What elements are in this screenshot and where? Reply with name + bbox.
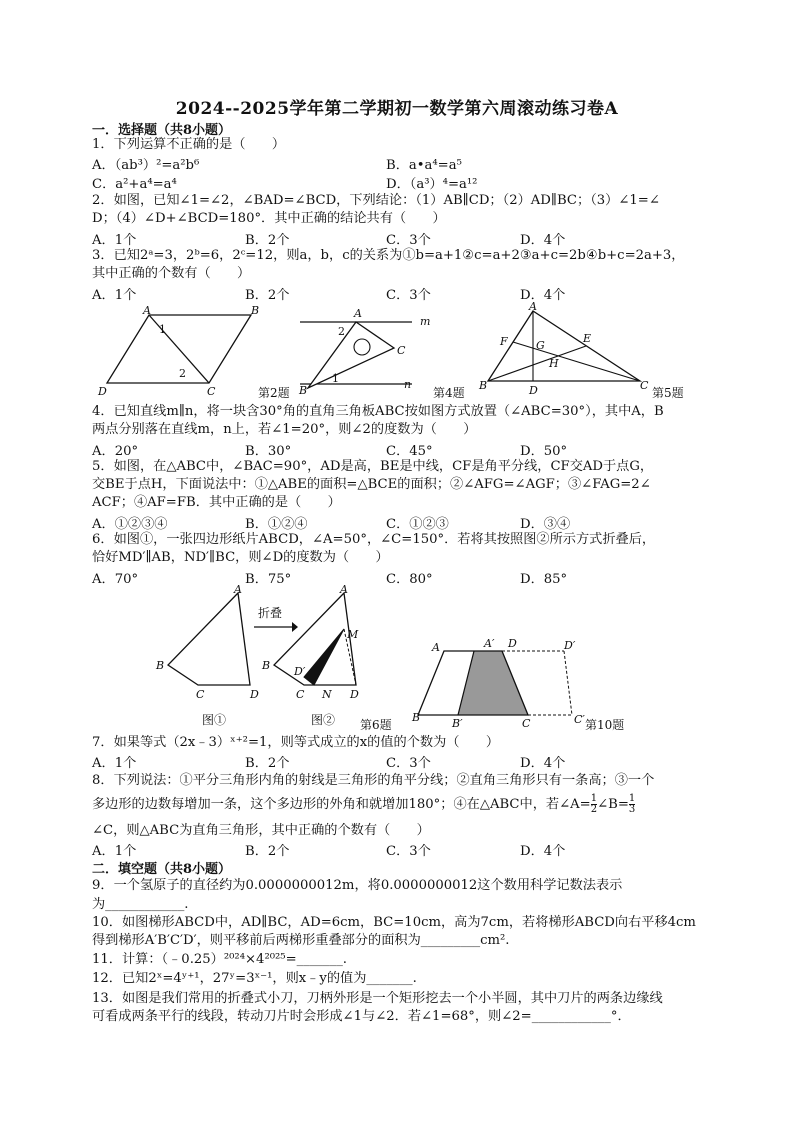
q2-option-a: A．1个 xyxy=(92,233,137,248)
frac-num: 1 xyxy=(590,793,598,804)
label-H: H xyxy=(549,357,559,370)
label-B: B xyxy=(299,384,308,397)
fraction-one-third xyxy=(629,794,635,815)
label-A: A xyxy=(529,300,537,313)
q4-option-a: A．20° xyxy=(92,444,139,459)
label-B: B xyxy=(412,711,421,724)
caption-figure-1: 图① xyxy=(202,713,227,727)
caption-q5: 第5题 xyxy=(652,386,684,400)
figure-q6-quadrilateral xyxy=(150,585,260,700)
question-13-line2: 可看成两条平行的线段，转动刀片时会形成∠1与∠2．若∠1=68°，则∠2=____________°． xyxy=(92,1009,631,1024)
label-B-prime: B′ xyxy=(452,717,463,730)
question-8-line3: ∠C，则△ABC为直角三角形，其中正确的个数有（ ） xyxy=(92,823,430,838)
label-A: A xyxy=(234,583,242,596)
q8-option-b: B．2个 xyxy=(245,844,290,859)
label-D: D xyxy=(250,688,259,701)
q2-option-c: C．3个 xyxy=(386,233,431,248)
label-B: B xyxy=(156,659,165,672)
q2-option-b: B．2个 xyxy=(245,233,290,248)
question-5-line3: ACF；④AF=FB．其中正确的是（ ） xyxy=(92,495,341,510)
question-5-line2: 交BE于点H，下面说法中：①△ABE的面积=△BCE的面积；②∠AFG=∠AGF；③∠FAG=2∠ xyxy=(92,477,651,492)
caption-figure-2: 图② xyxy=(311,713,336,727)
question-10-line1: 10．如图梯形ABCD中，AD∥BC，AD=6cm，BC=10cm，高为7cm，若将梯形ABCD向右平移4cm xyxy=(92,915,696,930)
label-A-prime: A′ xyxy=(484,637,495,650)
q4-option-c: C．45° xyxy=(386,444,433,459)
label-G: G xyxy=(536,339,545,352)
label-A: A xyxy=(354,307,362,320)
caption-q10: 第10题 xyxy=(585,718,625,732)
question-2-line1: 2．如图，已知∠1=∠2，∠BAD=∠BCD，下列结论：（1）AB∥CD；（2）AD∥BC；（3）∠1=∠ xyxy=(92,193,660,208)
label-n: n xyxy=(404,378,412,391)
label-D-prime: D′ xyxy=(294,665,306,678)
q8-option-d: D．4个 xyxy=(520,844,566,859)
caption-q6: 第6题 xyxy=(360,718,392,732)
q6-option-a: A．70° xyxy=(92,572,139,587)
label-C: C xyxy=(522,717,531,730)
section-heading-fill: 二．填空题（共8小题） xyxy=(92,862,232,877)
label-B: B xyxy=(251,304,260,317)
label-C: C xyxy=(296,688,305,701)
question-6-line2: 恰好MD′∥AB，ND′∥BC，则∠D的度数为（ ） xyxy=(92,550,389,565)
frac-num: 1 xyxy=(628,793,636,804)
q6-option-b: B．75° xyxy=(245,572,292,587)
q7-option-b: B．2个 xyxy=(245,756,290,771)
question-8-line1: 8．下列说法：①平分三角形内角的射线是三角形的角平分线；②直角三角形只有一条高；③一个 xyxy=(92,773,655,788)
label-A: A xyxy=(340,583,348,596)
question-10-line2: 得到梯形A′B′C′D′，则平移前后两梯形重叠部分的面积为_________cm². xyxy=(92,933,510,948)
q8-line2-mid: ∠B= xyxy=(597,797,629,812)
label-D: D xyxy=(508,637,517,650)
label-D: D xyxy=(350,688,359,701)
q5-option-d: D．③④ xyxy=(520,517,571,532)
page-title: 2024--2025学年第二学期初一数学第六周滚动练习卷A xyxy=(175,99,619,119)
q8-option-a: A．1个 xyxy=(92,844,137,859)
label-C: C xyxy=(397,344,406,357)
q1-option-b: B．a•a⁴=a⁵ xyxy=(386,158,462,173)
figure-q2-parallelogram xyxy=(95,305,265,400)
frac-den: 2 xyxy=(590,804,598,815)
label-m: m xyxy=(420,315,431,328)
question-3-line2: 其中正确的个数有（ ） xyxy=(92,266,251,281)
label-C: C xyxy=(207,385,216,398)
label-D-prime: D′ xyxy=(564,639,576,652)
label-B: B xyxy=(479,379,488,392)
frac-den: 3 xyxy=(628,804,636,815)
label-A: A xyxy=(432,641,440,654)
question-9-line2: 为____________. xyxy=(92,897,189,912)
q8-line2-text: 多边形的边数每增加一条，这个多边形的外角和就增加180°；④在△ABC中，若∠A= xyxy=(92,797,591,812)
q7-option-d: D．4个 xyxy=(520,756,566,771)
q1-option-c: C．a²+a⁴=a⁴ xyxy=(92,177,177,192)
q5-option-c: C．①②③ xyxy=(386,517,449,532)
q5-option-a: A．①②③④ xyxy=(92,517,168,532)
question-13-line1: 13．如图是我们常用的折叠式小刀，刀柄外形是一个矩形挖去一个小半圆，其中刀片的两条边缘线 xyxy=(92,991,663,1006)
q6-option-c: C．80° xyxy=(386,572,433,587)
label-C: C xyxy=(196,688,205,701)
q6-option-d: D．85° xyxy=(520,572,568,587)
fold-label: 折叠 xyxy=(258,606,283,620)
question-12: 12．已知2ˣ=4ʸ⁺¹，27ʸ=3ˣ⁻¹，则x﹣y的值为_______. xyxy=(92,971,417,986)
question-11: 11．计算：（﹣0.25）²⁰²⁴×4²⁰²⁵=_______. xyxy=(92,952,347,967)
q1-option-d: D．（a³）⁴=a¹² xyxy=(386,177,478,192)
question-8-line2 xyxy=(92,794,704,815)
label-C-prime: C′ xyxy=(574,713,585,726)
section-heading-choice: 一．选择题（共8小题） xyxy=(92,123,232,138)
q3-option-a: A．1个 xyxy=(92,288,137,303)
question-2-line2: D；（4）∠D+∠BCD=180°．其中正确的结论共有（ ） xyxy=(92,211,446,226)
q3-option-b: B．2个 xyxy=(245,288,290,303)
label-M: M xyxy=(347,628,359,641)
q2-option-d: D．4个 xyxy=(520,233,566,248)
question-1-stem: 1．下列运算不正确的是（ ） xyxy=(92,137,286,152)
q5-option-b: B．①②④ xyxy=(245,517,308,532)
label-F: F xyxy=(500,335,508,348)
question-6-line1: 6．如图①，一张四边形纸片ABCD，∠A=50°，∠C=150°．若将其按照图②所示方式折叠后， xyxy=(92,532,656,547)
angle-1-label: 1 xyxy=(159,323,166,336)
q8-option-c: C．3个 xyxy=(386,844,431,859)
caption-q2: 第2题 xyxy=(258,386,290,400)
label-D: D xyxy=(98,385,107,398)
question-9-line1: 9．一个氢原子的直径约为0.0000000012m，将0.0000000012这个数用科学记数法表示 xyxy=(92,878,623,893)
q3-option-c: C．3个 xyxy=(386,288,431,303)
angle-1-label: 1 xyxy=(332,372,339,385)
q7-option-a: A．1个 xyxy=(92,756,137,771)
question-3-line1: 3．已知2ᵃ=3，2ᵇ=6，2ᶜ=12，则a，b，c的关系为①b=a+1②c=a+2③a+c=2b④b+c=2a+3， xyxy=(92,248,685,263)
label-B: B xyxy=(262,659,271,672)
q4-option-b: B．30° xyxy=(245,444,292,459)
angle-2-label: 2 xyxy=(338,325,345,338)
figure-q6-folded xyxy=(256,585,366,700)
q3-option-d: D．4个 xyxy=(520,288,566,303)
label-D: D xyxy=(529,384,538,397)
q4-option-d: D．50° xyxy=(520,444,568,459)
question-4-line1: 4．已知直线m∥n，将一块含30°角的直角三角板ABC按如图方式放置（∠ABC=30°），其中A，B xyxy=(92,404,664,419)
figure-q4-triangle-parallel-lines xyxy=(298,308,438,398)
angle-2-label: 2 xyxy=(179,367,186,380)
question-4-line2: 两点分别落在直线m，n上，若∠1=20°，则∠2的度数为（ ） xyxy=(92,422,477,437)
question-5-line1: 5．如图，在△ABC中，∠BAC=90°，AD是高，BE是中线，CF是角平分线，CF交AD于点G， xyxy=(92,459,654,474)
question-7-line1: 7．如果等式（2x﹣3）ˣ⁺²=1，则等式成立的x的值的个数为（ ） xyxy=(92,735,500,750)
q1-option-a: A．（ab³）²=a²b⁶ xyxy=(92,158,200,173)
label-C: C xyxy=(640,379,649,392)
label-E: E xyxy=(583,332,592,345)
label-N: N xyxy=(322,688,332,701)
label-A: A xyxy=(143,304,151,317)
caption-q4: 第4题 xyxy=(433,386,465,400)
figure-q5-right-triangle xyxy=(478,300,649,397)
q7-option-c: C．3个 xyxy=(386,756,431,771)
